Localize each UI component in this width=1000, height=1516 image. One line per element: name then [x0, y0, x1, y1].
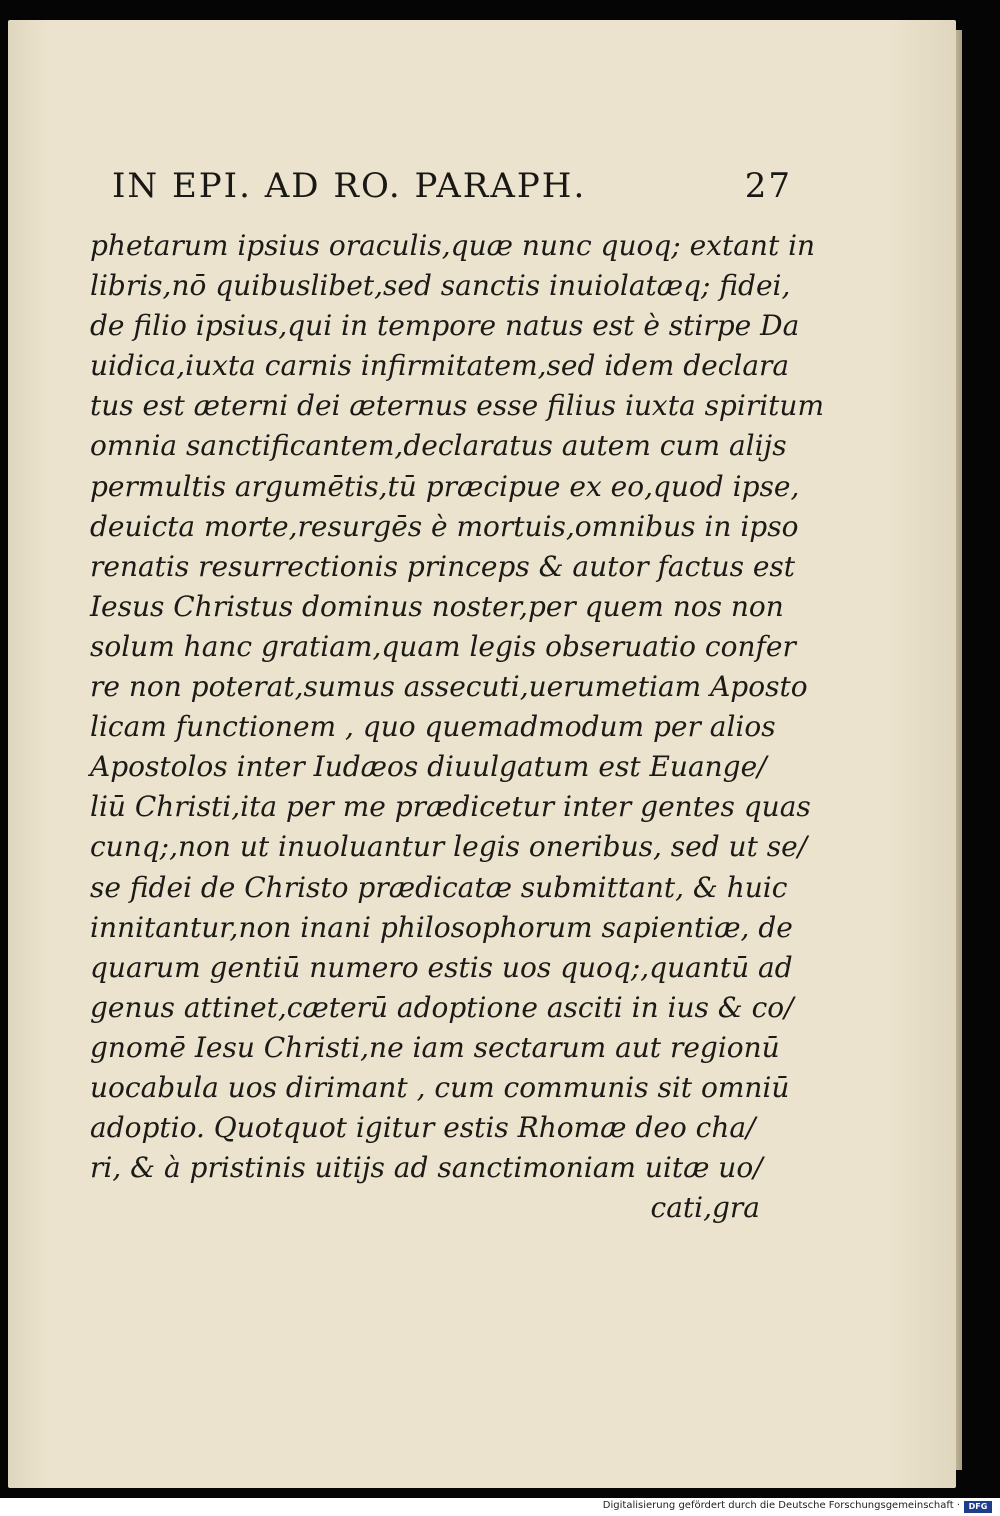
- text-line: licam functionem , quo quemadmodum per alios: [90, 710, 776, 744]
- text-line: ri, & à pristinis uitijs ad sanctimoniam uitæ uo/: [90, 1151, 763, 1185]
- text-line: adoptio. Quotquot igitur estis Rhomæ deo cha/: [90, 1111, 756, 1145]
- text-line: cunq;,non ut inuoluantur legis oneribus, sed ut se/: [90, 830, 808, 864]
- text-line: Iesus Christus dominus noster,per quem nos non: [90, 589, 784, 623]
- text-line: re non poterat,sumus assecuti,uerumetiam Aposto: [90, 670, 808, 704]
- text-line: omnia sanctificantem,declaratus autem cum alijs: [90, 429, 787, 463]
- text-line: innitantur,non inani philosophorum sapientiæ, de: [90, 910, 793, 944]
- text-line: tus est æterni dei æternus esse filius iuxta spiritum: [90, 389, 824, 423]
- text-line: renatis resurrectionis princeps & autor factus est: [90, 549, 796, 583]
- funding-credit: Digitalisierung gefördert durch die Deutsche Forschungsgemeinschaft ·: [602, 1500, 960, 1511]
- text-line: liū Christi,ita per me prædicetur inter gentes quas: [90, 790, 811, 824]
- running-head-title: IN EPI. AD RO. PARAPH.: [112, 166, 587, 206]
- text-line: phetarum ipsius oraculis,quæ nunc quoq; extant in: [90, 229, 816, 262]
- text-line: Apostolos inter Iudæos diuulgatum est Euange/: [90, 750, 767, 784]
- footer-bar: [0, 1498, 1000, 1516]
- text-line: solum hanc gratiam,quam legis obseruatio confer: [90, 629, 796, 663]
- text-line: gnomē Iesu Christi,ne iam sectarum aut regionū: [90, 1030, 780, 1064]
- text-line: genus attinet,cæterū adoptione asciti in ius & co/: [90, 990, 794, 1024]
- text-line: quarum gentiū numero estis uos quoq;,quantū ad: [90, 950, 793, 984]
- text-line: de filio ipsius,qui in tempore natus est è stirpe Da: [90, 309, 800, 343]
- text-line: uocabula uos dirimant , cum communis sit omniū: [90, 1070, 790, 1104]
- dfg-logo: DFG: [964, 1501, 992, 1513]
- body-text: [90, 226, 824, 1228]
- text-line: deuicta morte,resurgēs è mortuis,omnibus in ipso: [90, 509, 799, 543]
- text-line: libris,nō quibuslibet,sed sanctis inuiolatæq; fidei,: [90, 269, 791, 303]
- catchword: cati,gra: [650, 1191, 760, 1225]
- folio-number: 27: [744, 166, 792, 206]
- text-line: permultis argumētis,tū præcipue ex eo,quod ipse,: [90, 469, 800, 503]
- text-line: uidica,iuxta carnis infirmitatem,sed idem declara: [90, 349, 790, 383]
- text-line: se fidei de Christo prædicatæ submittant, & huic: [90, 870, 788, 904]
- running-header: [112, 166, 792, 214]
